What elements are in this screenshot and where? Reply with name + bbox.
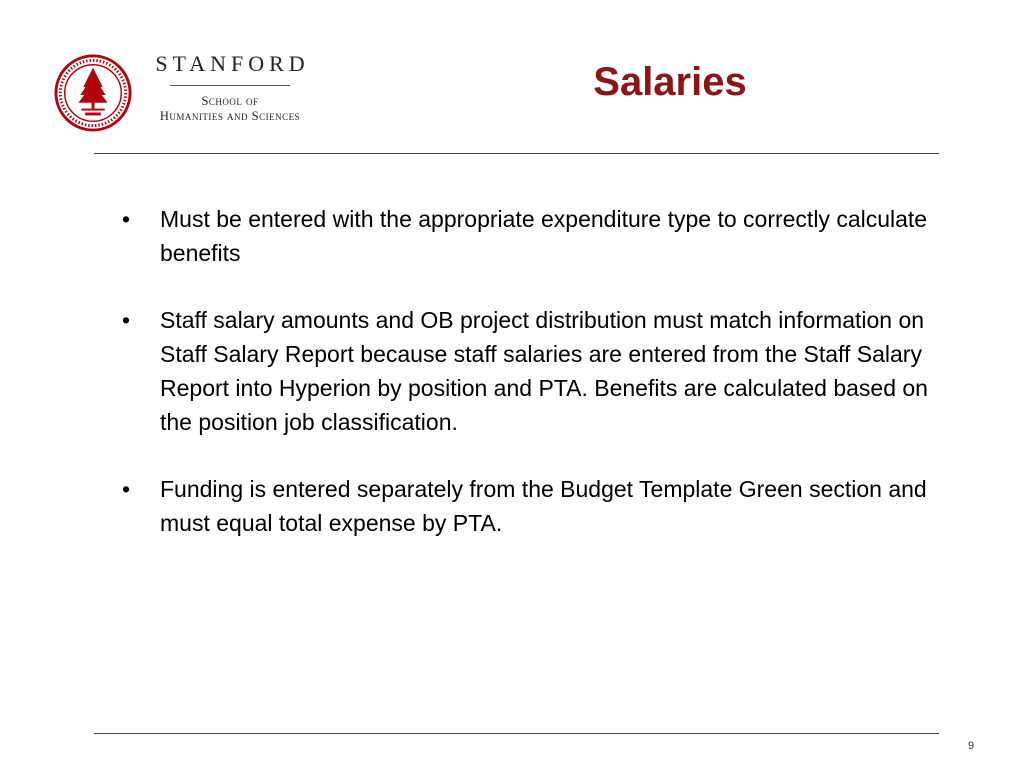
- bullet-text: Must be entered with the appropriate expenditure type to correctly calculate benefits: [160, 206, 928, 266]
- school-name-line2: Humanities and Sciences: [159, 109, 301, 123]
- bullet-text: Staff salary amounts and OB project distribution must match information on Staff Salary Report because staff salaries are entered from the Staff Salary Report into Hyperion by position and PTA. Benefits are calculated based on the position job classification.: [160, 307, 928, 435]
- header-divider: [94, 153, 939, 154]
- bullet-item: [118, 303, 948, 439]
- bullet-item: [118, 202, 948, 270]
- bullet-marker: •: [122, 476, 131, 502]
- bullet-text: Funding is entered separately from the Budget Template Green section and must equal total expense by PTA.: [160, 476, 927, 536]
- stanford-seal-icon: [54, 54, 132, 132]
- bullet-item: [118, 472, 948, 540]
- footer-divider: [94, 733, 939, 734]
- school-name-line1: School of: [201, 94, 259, 108]
- wordmark-divider: [170, 85, 290, 86]
- slide-title: Salaries: [593, 60, 747, 104]
- school-wordmark: [138, 52, 322, 124]
- bullet-marker: •: [122, 206, 131, 232]
- page-number: 9: [968, 740, 975, 752]
- bullet-marker: •: [122, 307, 131, 333]
- university-name: STANFORD: [155, 51, 310, 76]
- bullet-list: [118, 202, 948, 573]
